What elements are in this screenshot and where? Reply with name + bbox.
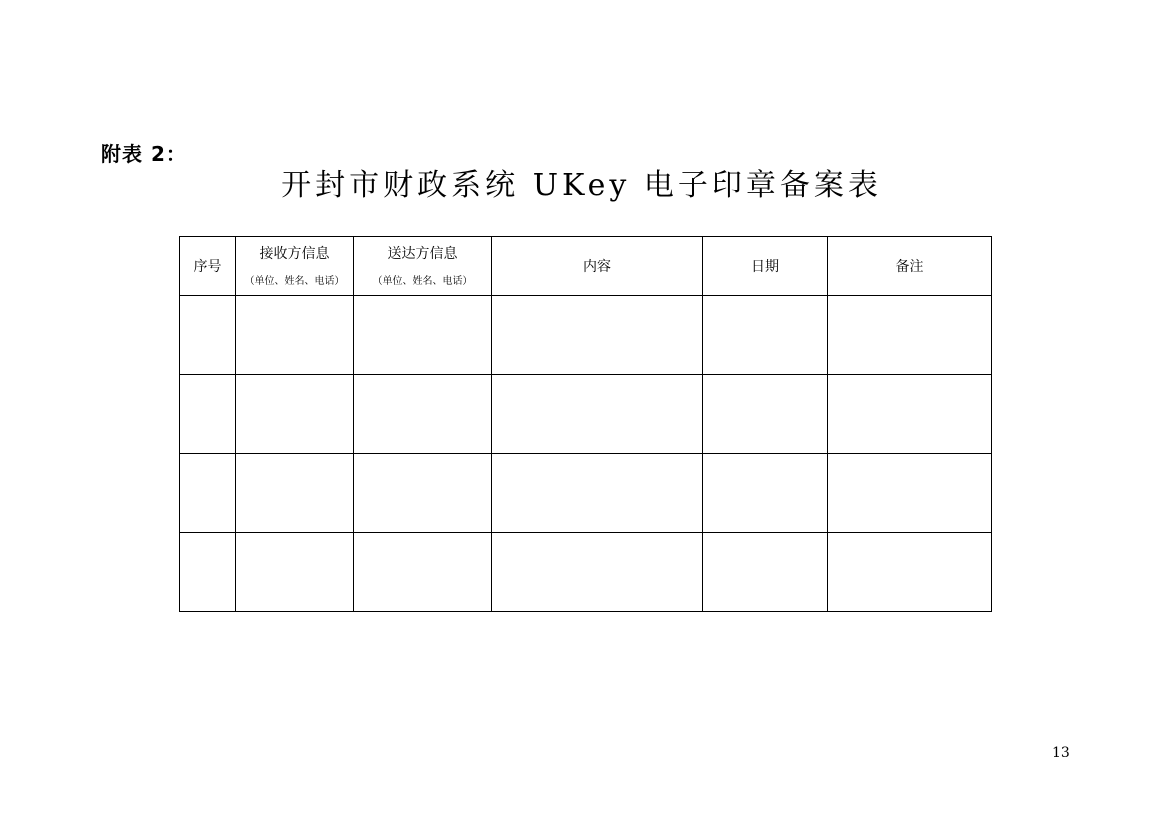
cell-seq xyxy=(180,375,236,454)
header-receiver xyxy=(236,237,354,296)
appendix-label: 附表 2： xyxy=(101,142,187,166)
table-row xyxy=(180,296,992,375)
header-seq: 序号 xyxy=(180,237,236,296)
cell-sender xyxy=(354,296,492,375)
cell-receiver xyxy=(236,533,354,612)
table-row xyxy=(180,375,992,454)
cell-remarks xyxy=(828,454,992,533)
cell-content xyxy=(492,454,703,533)
cell-content xyxy=(492,533,703,612)
table-row xyxy=(180,454,992,533)
table-row xyxy=(180,533,992,612)
header-sender xyxy=(354,237,492,296)
cell-date xyxy=(703,375,828,454)
header-remarks: 备注 xyxy=(828,237,992,296)
cell-seq xyxy=(180,296,236,375)
document-title: 开封市财政系统 UKey 电子印章备案表 xyxy=(281,168,882,203)
cell-receiver xyxy=(236,375,354,454)
cell-remarks xyxy=(828,296,992,375)
header-sender-note: （单位、姓名、电话） xyxy=(372,276,473,287)
cell-receiver xyxy=(236,296,354,375)
cell-remarks xyxy=(828,533,992,612)
cell-sender xyxy=(354,454,492,533)
cell-content xyxy=(492,375,703,454)
cell-receiver xyxy=(236,454,354,533)
cell-date xyxy=(703,533,828,612)
cell-seq xyxy=(180,454,236,533)
header-content: 内容 xyxy=(492,237,703,296)
cell-seq xyxy=(180,533,236,612)
filing-record-table xyxy=(179,236,992,612)
cell-date xyxy=(703,296,828,375)
header-receiver-label: 接收方信息 xyxy=(259,246,330,262)
cell-remarks xyxy=(828,375,992,454)
header-date: 日期 xyxy=(703,237,828,296)
cell-sender xyxy=(354,375,492,454)
table-header-row xyxy=(180,237,992,296)
header-receiver-note: （单位、姓名、电话） xyxy=(244,276,345,287)
cell-content xyxy=(492,296,703,375)
page-number: 13 xyxy=(1052,745,1070,761)
cell-date xyxy=(703,454,828,533)
header-sender-label: 送达方信息 xyxy=(387,246,458,262)
cell-sender xyxy=(354,533,492,612)
